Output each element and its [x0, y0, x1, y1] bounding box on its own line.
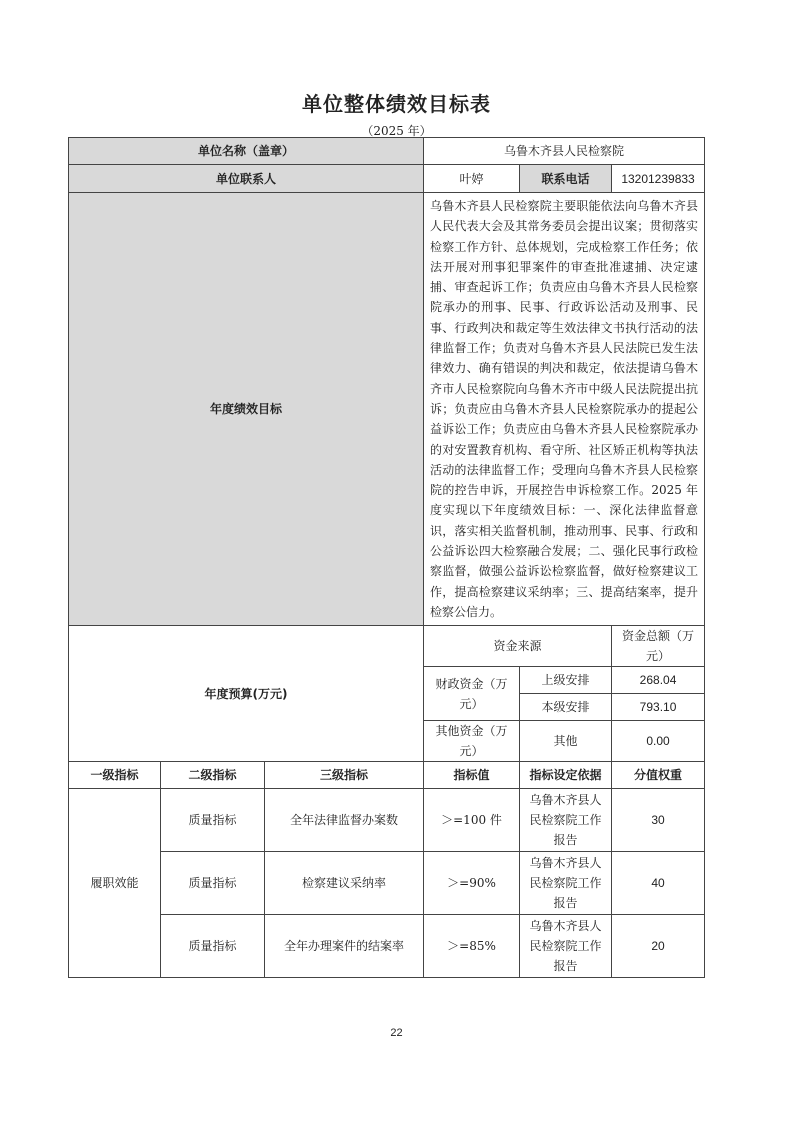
page-number: 22: [390, 1027, 403, 1039]
source-header: 资金来源: [424, 626, 612, 667]
level2-cell: 质量指标: [161, 915, 265, 978]
value-cell: ＞=85%: [424, 915, 520, 978]
other-value: 0.00: [612, 721, 705, 762]
other-label: 其他资金（万元）: [424, 721, 520, 762]
upper-label: 上级安排: [520, 667, 612, 694]
value-cell: ＞=90%: [424, 852, 520, 915]
phone-label: 联系电话: [520, 165, 612, 193]
contact-value-cell: 叶婷: [424, 165, 520, 193]
level2-cell: 质量指标: [161, 852, 265, 915]
phone-value: 13201239833: [612, 165, 705, 193]
page-title: 单位整体绩效目标表: [302, 92, 491, 116]
fiscal-label: 财政资金（万元）: [424, 667, 520, 721]
weight-cell: 30: [612, 789, 705, 852]
value-cell: ＞=100 件: [424, 789, 520, 852]
header-value: 指标值: [424, 762, 520, 789]
upper-value: 268.04: [612, 667, 705, 694]
local-value: 793.10: [612, 694, 705, 721]
budget-label: 年度预算(万元): [69, 626, 424, 762]
basis-cell: 乌鲁木齐县人民检察院工作报告: [520, 915, 612, 978]
unit-name-value: 乌鲁木齐县人民检察院: [424, 138, 705, 165]
level3-cell: 全年法律监督办案数: [265, 789, 424, 852]
weight-cell: 40: [612, 852, 705, 915]
level1-cell: 履职效能: [69, 789, 161, 978]
header-basis: 指标设定依据: [520, 762, 612, 789]
year-label: （2025 年）: [361, 124, 432, 138]
other-sub-label: 其他: [520, 721, 612, 762]
level2-cell: 质量指标: [161, 789, 265, 852]
header-level2: 二级指标: [161, 762, 265, 789]
basis-cell: 乌鲁木齐县人民检察院工作报告: [520, 789, 612, 852]
goal-text: 乌鲁木齐县人民检察院主要职能依法向乌鲁木齐县人民代表大会及其常务委员会提出议案；贯彻落实检察工作方针、总体规划，完成检察工作任务；依法开展对刑事犯罪案件的审查批准逮捕、决定逮捕、审查起诉工作；负责应由乌鲁木齐县人民检察院承办的刑事、民事、行政诉讼活动及刑事、民事、行政判决和裁定等生效法律文书执行活动的法律监督工作；负责对乌鲁木齐县人民法院已发生法律效力、确有错误的判决和裁定，依法提请乌鲁木齐市人民检察院向乌鲁木齐市中级人民法院提出抗诉；负责应由乌鲁木齐县人民检察院承办的提起公益诉讼工作；负责应由乌鲁木齐县人民检察院承办的对安置教育机构、看守所、社区矫正机构等执法活动的法律监督工作；受理向乌鲁木齐县人民检察院的控告申诉，开展控告申诉检察工作。2025 年度实现以下年度绩效目标：一、深化法律监督意识，落实相关监督机制，推动刑事、民事、行政和公益诉讼四大检察融合发展；二、强化民事行政检察监督，做强公益诉讼检察监督，做好检察建议工作，提高检察建议采纳率；三、提高结案率，提升检察公信力。: [424, 193, 705, 626]
weight-cell: 20: [612, 915, 705, 978]
level3-cell: 全年办理案件的结案率: [265, 915, 424, 978]
header-level3: 三级指标: [265, 762, 424, 789]
header-weight: 分值权重: [612, 762, 705, 789]
goal-label: 年度绩效目标: [69, 193, 424, 626]
level3-cell: 检察建议采纳率: [265, 852, 424, 915]
total-header: 资金总额（万元）: [612, 626, 705, 667]
local-label: 本级安排: [520, 694, 612, 721]
performance-table: [68, 137, 705, 978]
unit-name-label: 单位名称（盖章）: [69, 138, 424, 165]
contact-label: 单位联系人: [69, 165, 424, 193]
basis-cell: 乌鲁木齐县人民检察院工作报告: [520, 852, 612, 915]
header-level1: 一级指标: [69, 762, 161, 789]
